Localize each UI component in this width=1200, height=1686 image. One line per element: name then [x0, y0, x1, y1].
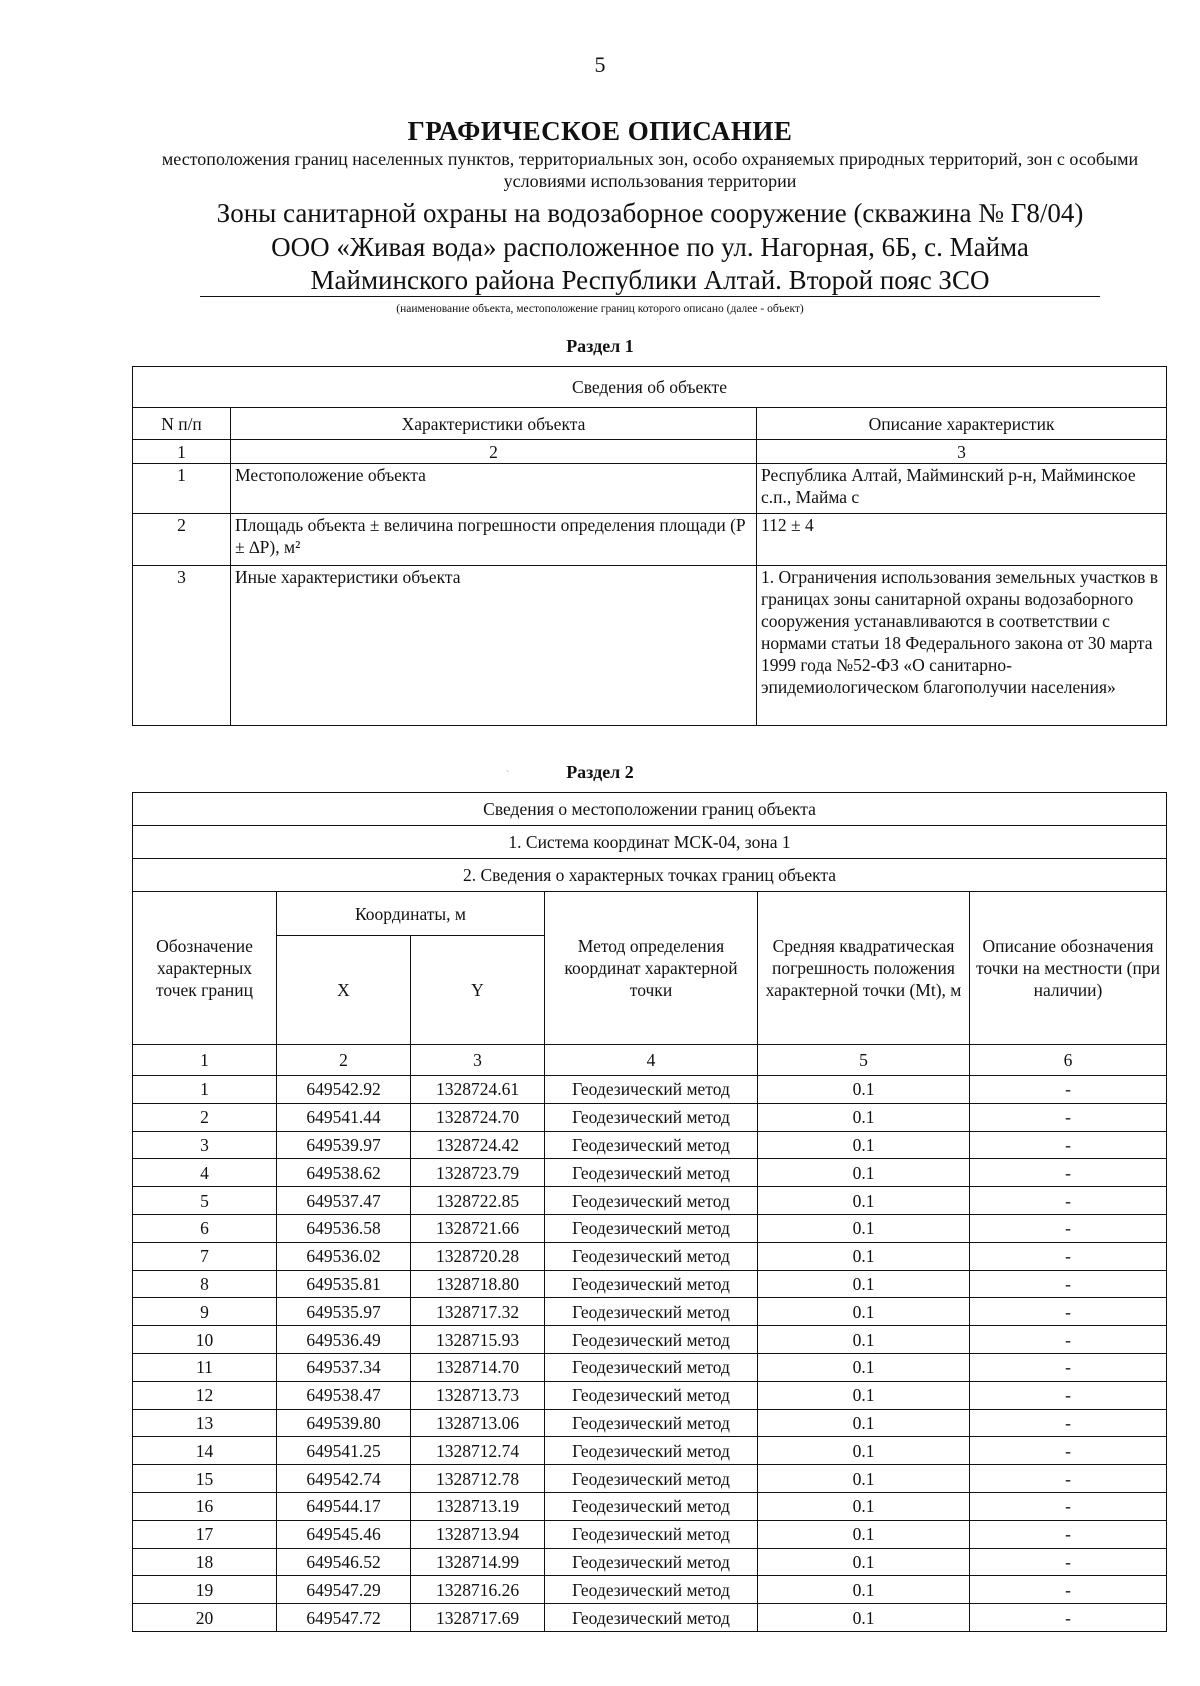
point-x: 649536.49	[277, 1326, 411, 1354]
point-accuracy: 0.1	[758, 1604, 970, 1632]
row-number: 3	[133, 566, 231, 726]
point-accuracy: 0.1	[758, 1437, 970, 1465]
table-row	[133, 1548, 1167, 1576]
point-y: 1328722.85	[411, 1187, 545, 1215]
header-description: Описание характеристик	[757, 408, 1167, 440]
point-method: Геодезический метод	[545, 1548, 758, 1576]
header-point: Обозначение характерных точек границ	[133, 892, 277, 1045]
point-accuracy: 0.1	[758, 1214, 970, 1242]
table-row	[133, 1131, 1167, 1159]
table-row	[133, 1576, 1167, 1604]
col-number: 3	[757, 440, 1167, 464]
point-description: -	[970, 1381, 1167, 1409]
point-y: 1328714.99	[411, 1548, 545, 1576]
point-method: Геодезический метод	[545, 1520, 758, 1548]
point-y: 1328724.61	[411, 1076, 545, 1104]
row-value: Республика Алтай, Майминский р-н, Майминское с.п., Майма с	[757, 464, 1167, 514]
row-characteristic: Иные характеристики объекта	[231, 566, 757, 726]
point-accuracy: 0.1	[758, 1242, 970, 1270]
point-x: 649535.81	[277, 1270, 411, 1298]
point-x: 649537.34	[277, 1353, 411, 1381]
point-id: 5	[133, 1187, 277, 1215]
header-coordinates: Координаты, м	[277, 892, 545, 936]
point-accuracy: 0.1	[758, 1492, 970, 1520]
point-description: -	[970, 1576, 1167, 1604]
point-y: 1328712.74	[411, 1437, 545, 1465]
location-info-title: Сведения о местоположении границ объекта	[133, 793, 1167, 826]
object-name-line-3: Майминского района Республики Алтай. Второй пояс ЗСО	[200, 264, 1100, 297]
table-row	[133, 1103, 1167, 1131]
object-name	[200, 196, 1100, 297]
point-id: 14	[133, 1437, 277, 1465]
point-id: 4	[133, 1159, 277, 1187]
point-id: 18	[133, 1548, 277, 1576]
point-id: 3	[133, 1131, 277, 1159]
col-number: 6	[970, 1045, 1167, 1076]
point-accuracy: 0.1	[758, 1353, 970, 1381]
table-row	[133, 1353, 1167, 1381]
table-row	[133, 1270, 1167, 1298]
table-row	[133, 1242, 1167, 1270]
point-x: 649536.58	[277, 1214, 411, 1242]
point-x: 649547.72	[277, 1604, 411, 1632]
point-accuracy: 0.1	[758, 1103, 970, 1131]
point-accuracy: 0.1	[758, 1270, 970, 1298]
point-method: Геодезический метод	[545, 1159, 758, 1187]
point-accuracy: 0.1	[758, 1381, 970, 1409]
point-description: -	[970, 1187, 1167, 1215]
table-row	[133, 1409, 1167, 1437]
point-description: -	[970, 1604, 1167, 1632]
point-x: 649542.74	[277, 1465, 411, 1493]
point-method: Геодезический метод	[545, 1381, 758, 1409]
point-y: 1328713.94	[411, 1520, 545, 1548]
col-number: 4	[545, 1045, 758, 1076]
row-value: 112 ± 4	[757, 514, 1167, 566]
point-accuracy: 0.1	[758, 1159, 970, 1187]
point-description: -	[970, 1076, 1167, 1104]
points-title: 2. Сведения о характерных точках границ объекта	[133, 859, 1167, 892]
point-description: -	[970, 1159, 1167, 1187]
header-characteristic: Характеристики объекта	[231, 408, 757, 440]
header-y: Y	[411, 936, 545, 1045]
point-y: 1328713.19	[411, 1492, 545, 1520]
point-method: Геодезический метод	[545, 1103, 758, 1131]
point-accuracy: 0.1	[758, 1326, 970, 1354]
document-subtitle: местоположения границ населенных пунктов, территориальных зон, особо охраняемых природных территорий, зон с особыми условиями использования территории	[161, 149, 1139, 191]
point-x: 649537.47	[277, 1187, 411, 1215]
table-row	[133, 1492, 1167, 1520]
table-row	[133, 1465, 1167, 1493]
point-method: Геодезический метод	[545, 1131, 758, 1159]
col-number: 2	[277, 1045, 411, 1076]
point-id: 16	[133, 1492, 277, 1520]
point-accuracy: 0.1	[758, 1465, 970, 1493]
object-info-table	[132, 366, 1167, 726]
point-accuracy: 0.1	[758, 1076, 970, 1104]
point-description: -	[970, 1242, 1167, 1270]
point-method: Геодезический метод	[545, 1576, 758, 1604]
point-method: Геодезический метод	[545, 1353, 758, 1381]
page-number: 5	[594, 52, 606, 77]
point-accuracy: 0.1	[758, 1520, 970, 1548]
header-accuracy: Средняя квадратическая погрешность положения характерной точки (Mt), м	[758, 892, 970, 1045]
point-accuracy: 0.1	[758, 1187, 970, 1215]
point-x: 649541.44	[277, 1103, 411, 1131]
row-number: 1	[133, 464, 231, 514]
point-method: Геодезический метод	[545, 1298, 758, 1326]
point-x: 649547.29	[277, 1576, 411, 1604]
point-x: 649546.52	[277, 1548, 411, 1576]
table-row	[133, 1076, 1167, 1104]
table-row	[133, 1381, 1167, 1409]
point-accuracy: 0.1	[758, 1298, 970, 1326]
table-row	[133, 514, 1167, 566]
point-description: -	[970, 1326, 1167, 1354]
header-x: X	[277, 936, 411, 1045]
point-description: -	[970, 1298, 1167, 1326]
point-x: 649539.97	[277, 1131, 411, 1159]
point-description: -	[970, 1353, 1167, 1381]
point-description: -	[970, 1214, 1167, 1242]
col-number: 2	[231, 440, 757, 464]
point-y: 1328713.73	[411, 1381, 545, 1409]
table-row	[133, 1298, 1167, 1326]
point-y: 1328712.78	[411, 1465, 545, 1493]
point-description: -	[970, 1131, 1167, 1159]
boundary-points-table	[132, 792, 1167, 1632]
point-method: Геодезический метод	[545, 1409, 758, 1437]
point-method: Геодезический метод	[545, 1187, 758, 1215]
point-y: 1328721.66	[411, 1214, 545, 1242]
point-id: 13	[133, 1409, 277, 1437]
document-title: ГРАФИЧЕСКОЕ ОПИСАНИЕ	[407, 116, 793, 146]
point-id: 17	[133, 1520, 277, 1548]
point-y: 1328724.42	[411, 1131, 545, 1159]
point-id: 12	[133, 1381, 277, 1409]
col-number: 5	[758, 1045, 970, 1076]
object-caption: (наименование объекта, местоположение границ которого описано (далее - объект)	[396, 303, 804, 315]
point-method: Геодезический метод	[545, 1270, 758, 1298]
point-accuracy: 0.1	[758, 1131, 970, 1159]
point-x: 649544.17	[277, 1492, 411, 1520]
table-row	[133, 1437, 1167, 1465]
point-method: Геодезический метод	[545, 1326, 758, 1354]
header-method: Метод определения координат характерной точки	[545, 892, 758, 1045]
point-description: -	[970, 1270, 1167, 1298]
col-number: 1	[133, 1045, 277, 1076]
section2-heading: Раздел 2	[566, 762, 634, 782]
point-description: -	[970, 1103, 1167, 1131]
point-id: 9	[133, 1298, 277, 1326]
point-x: 649535.97	[277, 1298, 411, 1326]
point-y: 1328713.06	[411, 1409, 545, 1437]
table-row	[133, 1604, 1167, 1632]
point-method: Геодезический метод	[545, 1465, 758, 1493]
scan-mark: `	[506, 770, 510, 781]
point-x: 649538.47	[277, 1381, 411, 1409]
point-description: -	[970, 1492, 1167, 1520]
point-x: 649542.92	[277, 1076, 411, 1104]
point-y: 1328718.80	[411, 1270, 545, 1298]
point-y: 1328715.93	[411, 1326, 545, 1354]
point-y: 1328720.28	[411, 1242, 545, 1270]
table-row	[133, 1520, 1167, 1548]
table-row	[133, 464, 1167, 514]
point-id: 11	[133, 1353, 277, 1381]
point-x: 649541.25	[277, 1437, 411, 1465]
table-row	[133, 566, 1167, 726]
col-number: 1	[133, 440, 231, 464]
point-id: 8	[133, 1270, 277, 1298]
point-description: -	[970, 1520, 1167, 1548]
point-y: 1328723.79	[411, 1159, 545, 1187]
point-x: 649539.80	[277, 1409, 411, 1437]
point-method: Геодезический метод	[545, 1214, 758, 1242]
header-description: Описание обозначения точки на местности (при наличии)	[970, 892, 1167, 1045]
table-row	[133, 1326, 1167, 1354]
point-id: 20	[133, 1604, 277, 1632]
point-id: 2	[133, 1103, 277, 1131]
table-row	[133, 1159, 1167, 1187]
section1-heading: Раздел 1	[566, 336, 634, 356]
point-accuracy: 0.1	[758, 1548, 970, 1576]
point-x: 649536.02	[277, 1242, 411, 1270]
point-y: 1328714.70	[411, 1353, 545, 1381]
point-method: Геодезический метод	[545, 1604, 758, 1632]
object-info-title: Сведения об объекте	[133, 367, 1167, 408]
row-characteristic: Местоположение объекта	[231, 464, 757, 514]
table-row	[133, 1214, 1167, 1242]
point-id: 10	[133, 1326, 277, 1354]
row-characteristic: Площадь объекта ± величина погрешности определения площади (P ± ∆P), м²	[231, 514, 757, 566]
coordinate-system: 1. Система координат МСК-04, зона 1	[133, 826, 1167, 859]
point-id: 7	[133, 1242, 277, 1270]
point-method: Геодезический метод	[545, 1492, 758, 1520]
point-id: 19	[133, 1576, 277, 1604]
point-id: 15	[133, 1465, 277, 1493]
point-y: 1328716.26	[411, 1576, 545, 1604]
point-description: -	[970, 1409, 1167, 1437]
row-number: 2	[133, 514, 231, 566]
object-name-line-2: ООО «Живая вода» расположенное по ул. Нагорная, 6Б, с. Майма	[271, 232, 1029, 262]
point-y: 1328717.69	[411, 1604, 545, 1632]
point-y: 1328724.70	[411, 1103, 545, 1131]
row-value: 1. Ограничения использования земельных участков в границах зоны санитарной охраны водозаборного сооружения устанавливаются в соответствии с нормами статьи 18 Федерального закона от 30 марта 1999 года №52-ФЗ «О санитарно-эпидемиологическом благополучии населения»	[757, 566, 1167, 726]
point-y: 1328717.32	[411, 1298, 545, 1326]
point-id: 6	[133, 1214, 277, 1242]
point-method: Геодезический метод	[545, 1242, 758, 1270]
object-name-line-1: Зоны санитарной охраны на водозаборное сооружение (скважина № Г8/04)	[216, 198, 1084, 228]
table-row	[133, 1187, 1167, 1215]
point-description: -	[970, 1465, 1167, 1493]
point-x: 649538.62	[277, 1159, 411, 1187]
point-description: -	[970, 1437, 1167, 1465]
point-accuracy: 0.1	[758, 1409, 970, 1437]
point-id: 1	[133, 1076, 277, 1104]
col-number: 3	[411, 1045, 545, 1076]
point-x: 649545.46	[277, 1520, 411, 1548]
point-accuracy: 0.1	[758, 1576, 970, 1604]
header-num: N п/п	[133, 408, 231, 440]
point-method: Геодезический метод	[545, 1437, 758, 1465]
point-method: Геодезический метод	[545, 1076, 758, 1104]
point-description: -	[970, 1548, 1167, 1576]
